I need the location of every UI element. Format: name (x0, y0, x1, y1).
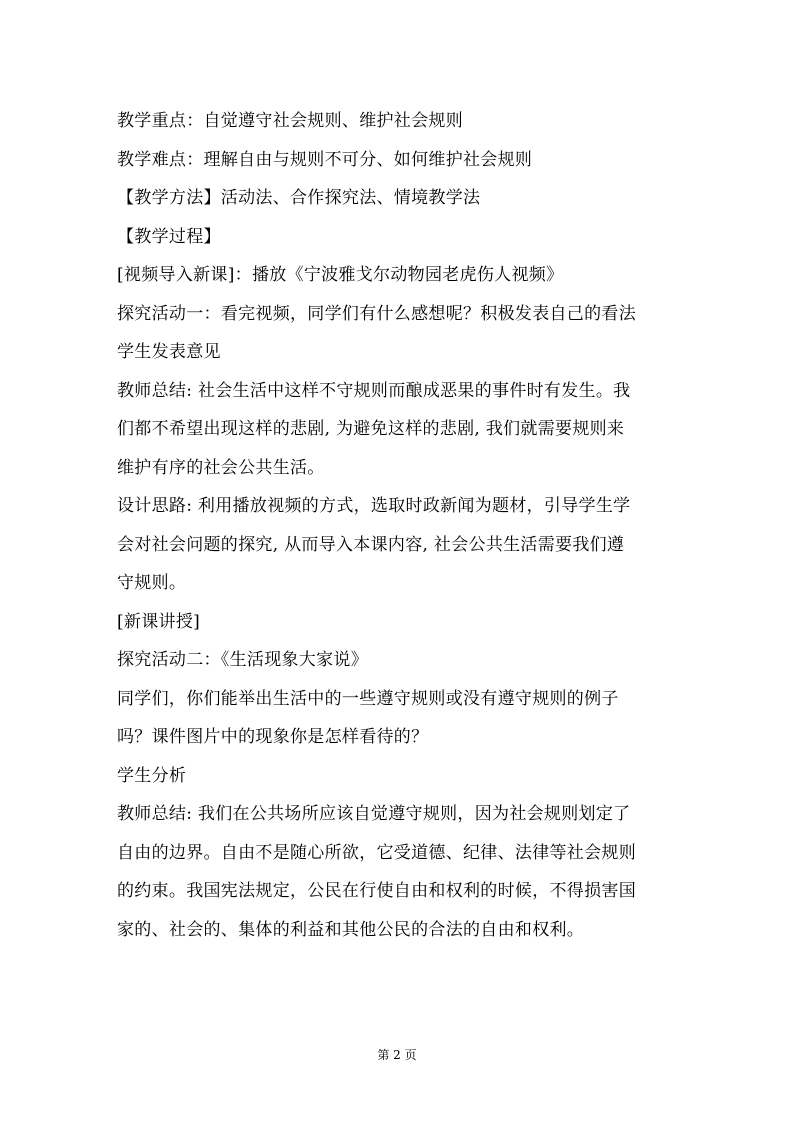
teacher-summary-2-line-1: 教师总结: 我们在公共场所应该自觉遵守规则，因为社会规则划定了 (117, 804, 631, 824)
key-points-line: 教学重点：自觉遵守社会规则、维护社会规则 (117, 111, 463, 131)
new-lesson-heading: [新课讲授] (117, 611, 201, 632)
teaching-process-heading: 【教学过程】 (117, 226, 221, 247)
teacher-summary-2-line-2: 自由的边界。自由不是随心所欲，它受道德、纪律、法律等社会规则 (117, 842, 636, 863)
teacher-summary-2-line-4: 家的、社会的、集体的利益和其他公民的合法的自由和权利。 (117, 919, 585, 940)
design-idea-line-1: 设计思路: 利用播放视频的方式，选取时政新闻为题材，引导学生学 (117, 496, 631, 516)
design-idea-line-2: 会对社会问题的探究, 从而导入本课内容, 社会公共生活需要我们遵 (117, 534, 625, 555)
student-opinion-line: 学生发表意见 (117, 342, 221, 362)
teacher-summary-line-3: 维护有序的社会公共生活。 (117, 457, 325, 478)
question-line-2: 吗？课件图片中的现象你是怎样看待的？ (117, 727, 429, 747)
difficult-points-line: 教学难点：理解自由与规则不可分、如何维护社会规则 (117, 149, 533, 170)
teacher-summary-line-1: 教师总结: 社会生活中这样不守规则而酿成恶果的事件时有发生。我 (117, 380, 631, 401)
teaching-methods-line: 【教学方法】活动法、合作探究法、情境教学法 (117, 188, 481, 208)
teacher-summary-2-line-3: 的约束。我国宪法规定，公民在行使自由和权利的时候，不得损害国 (117, 881, 636, 901)
design-idea-line-3: 守规则。 (117, 573, 187, 593)
activity-two-line: 探究活动二：《生活现象大家说》 (117, 650, 368, 670)
document-body (117, 102, 679, 949)
question-line-1: 同学们，你们能举出生活中的一些遵守规则或没有遵守规则的例子 (117, 688, 619, 709)
activity-one-line: 探究活动一：看完视频，同学们有什么感想呢？积极发表自己的看法 (117, 303, 636, 324)
student-analysis-line: 学生分析 (117, 765, 187, 786)
teacher-summary-line-2: 们都不希望出现这样的悲剧, 为避免这样的悲剧, 我们就需要规则来 (117, 419, 625, 439)
video-intro-line: [视频导入新课]：播放《宁波雅戈尔动物园老虎伤人视频》 (117, 265, 564, 285)
page-number: 第 2 页 (377, 1048, 417, 1062)
